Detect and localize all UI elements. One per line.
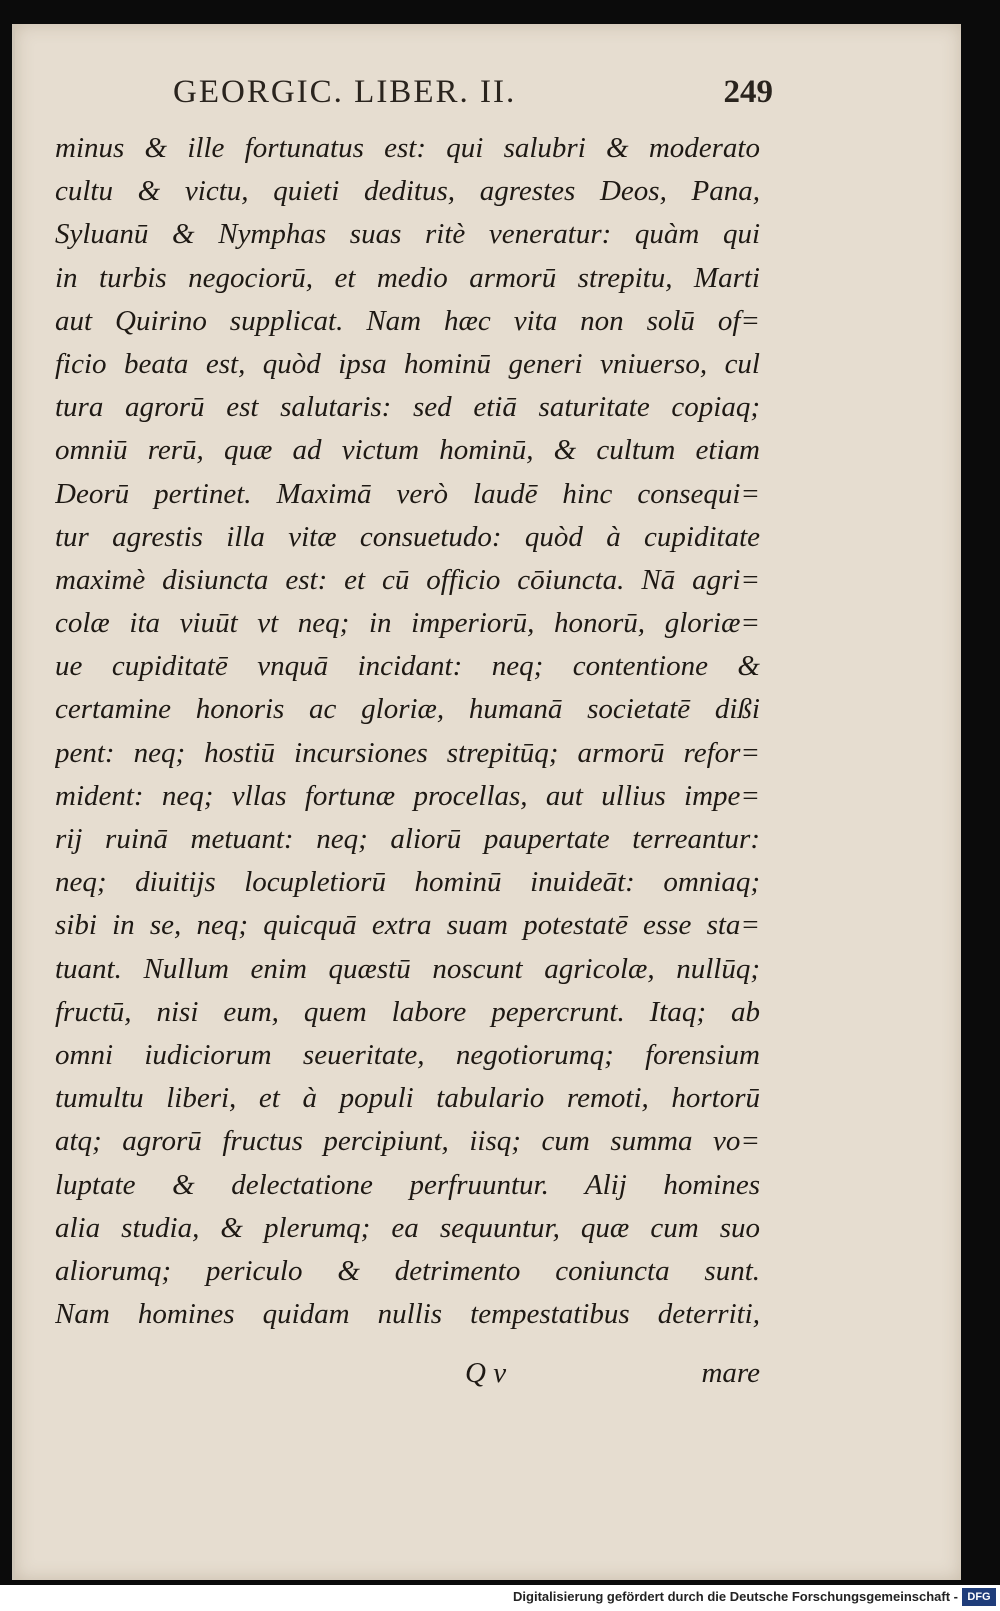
text-line: Syluanū & Nymphas suas ritè veneratur: quàm qui: [55, 218, 760, 251]
text-line: neq; diuitijs locupletiorū hominū inuideāt: omniaq;: [55, 866, 760, 899]
text-line: atq; agrorū fructus percipiunt, iisq; cum summa vo=: [55, 1125, 760, 1158]
text-line: mident: neq; vllas fortunæ procellas, aut ullius impe=: [55, 779, 760, 812]
signature-mark: Q v: [465, 1357, 507, 1389]
text-line: pent: neq; hostiū incursiones strepitūq; armorū refor=: [55, 736, 760, 769]
text-line: omniū rerū, quæ ad victum hominū, & cultum etiam: [55, 434, 760, 467]
text-line: luptate & delectatione perfruuntur. Alij homines: [55, 1168, 760, 1201]
text-line: certamine honoris ac gloriæ, humanā societatē dißi: [55, 693, 760, 726]
text-line: tuant. Nullum enim quæstū noscunt agricolæ, nullūq;: [55, 952, 760, 985]
text-line: colæ ita viuūt vt neq; in imperiorū, honorū, gloriæ=: [55, 607, 760, 640]
digitization-footer: [0, 1585, 1000, 1611]
text-line: omni iudiciorum seueritate, negotiorumq; forensium: [55, 1038, 760, 1071]
text-line: tur agrestis illa vitæ consuetudo: quòd à cupiditate: [55, 520, 760, 553]
text-line: ue cupiditatē vnquā incidant: neq; contentione &: [55, 650, 760, 683]
text-line: tumultu liberi, et à populi tabulario remoti, hortorū: [55, 1082, 760, 1115]
text-line: ficio beata est, quòd ipsa hominū generi vniuerso, cul: [55, 347, 760, 380]
text-line: cultu & victu, quieti deditus, agrestes Deos, Pana,: [55, 175, 760, 208]
dfg-logo-icon: DFG: [962, 1588, 996, 1606]
catchword: mare: [701, 1357, 760, 1389]
digitization-credit: Digitalisierung gefördert durch die Deutsche Forschungsgemeinschaft -: [513, 1589, 958, 1604]
catchword-line: [465, 1357, 760, 1397]
text-line: tura agrorū est salutaris: sed etiā saturitate copiaq;: [55, 391, 760, 424]
text-line: maximè disiuncta est: et cū officio cōiuncta. Nā agri=: [55, 563, 760, 596]
text-line: Deorū pertinet. Maximā verò laudē hinc consequi=: [55, 477, 760, 510]
text-line: aliorumq; periculo & detrimento coniuncta sunt.: [55, 1254, 760, 1287]
text-line: rij ruinā metuant: neq; aliorū paupertate terreantur:: [55, 823, 760, 855]
page-number: 249: [723, 74, 773, 110]
text-line: Nam homines quidam nullis tempestatibus deterriti,: [55, 1298, 760, 1331]
book-page: [12, 24, 961, 1580]
running-head-title: GEORGIC. LIBER. II.: [173, 74, 517, 110]
text-line: alia studia, & plerumq; ea sequuntur, quæ cum suo: [55, 1211, 760, 1244]
text-line: minus & ille fortunatus est: qui salubri & moderato: [55, 132, 760, 164]
body-text: [55, 127, 760, 1336]
text-line: in turbis negociorū, et medio armorū strepitu, Marti: [55, 261, 760, 294]
text-line: fructū, nisi eum, quem labore pepercrunt. Itaq; ab: [55, 995, 760, 1028]
text-line: sibi in se, neq; quicquā extra suam potestatē esse sta=: [55, 909, 760, 942]
running-head: [173, 74, 773, 124]
text-line: aut Quirino supplicat. Nam hæc vita non solū of=: [55, 304, 760, 337]
